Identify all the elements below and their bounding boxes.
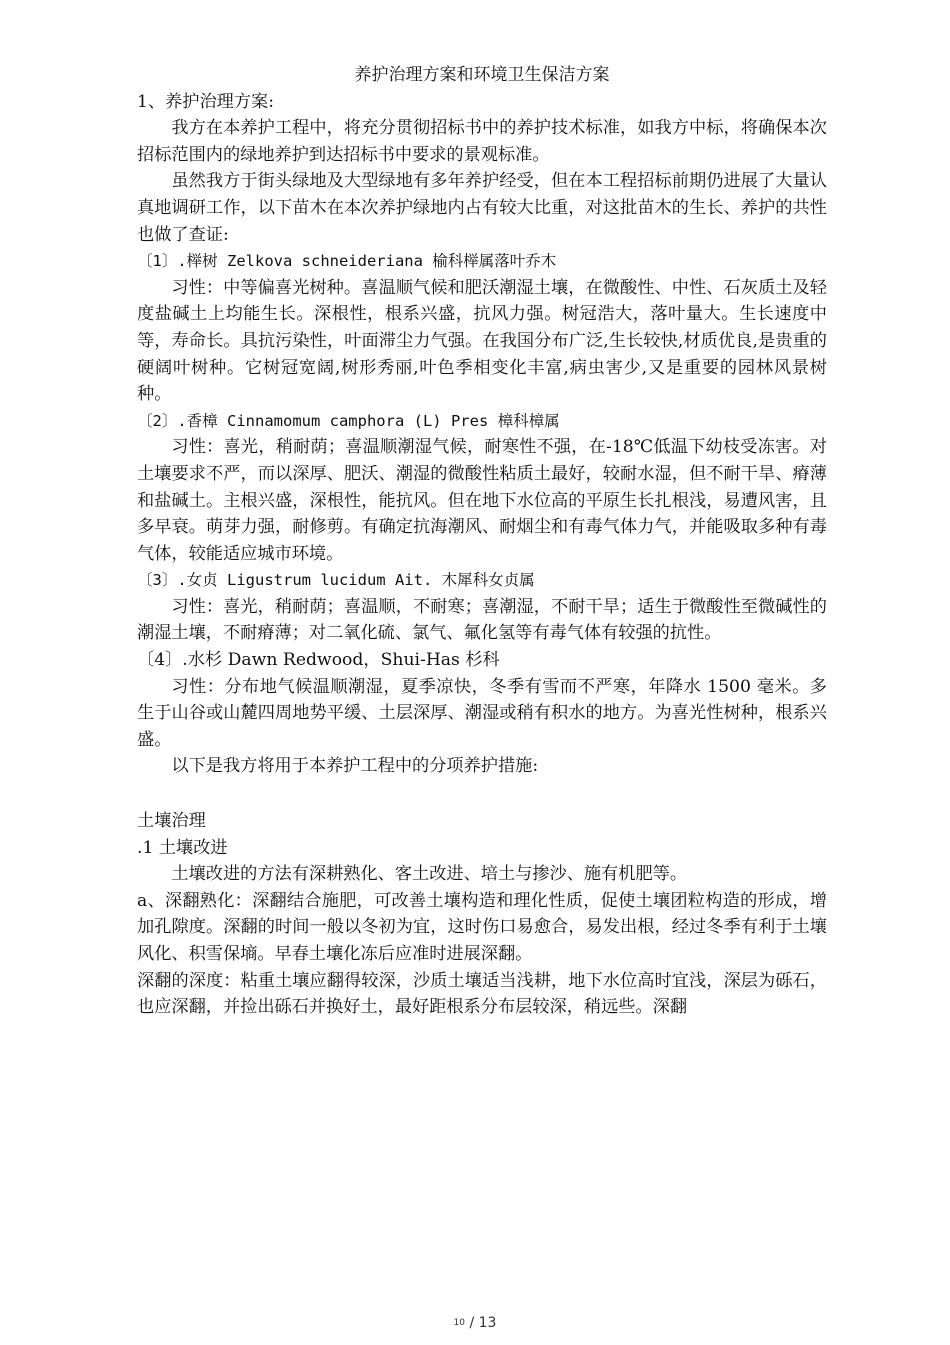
tree-description-privet: 习性：喜光，稍耐荫；喜温顺，不耐寒；喜潮湿，不耐干旱；适生于微酸性至微碱性的潮湿土壤，不耐瘠薄；对二氧化硫、氯气、氟化氢等有毒气体有较强的抗性。 [137, 596, 827, 644]
page-content [137, 62, 827, 1021]
tree-heading-dawn-redwood: 〔4〕.水杉 Dawn Redwood，Shui-Has 杉科 [137, 650, 500, 671]
page-separator: / [465, 1315, 479, 1331]
page-number [0, 1312, 950, 1331]
tree-description-camphor: 习性：喜光，稍耐荫；喜温顺潮湿气候，耐寒性不强，在-18℃低温下幼枝受冻害。对土壤要求不严，而以深厚、肥沃、潮湿的微酸性粘质土最好，较耐水湿，但不耐干旱、瘠薄和盐碱土。主根兴盛，深根性，能抗风。但在地下水位高的平原生长扎根浅，易遭风害，且多早衰。萌芽力强，耐修剪。有确定抗海潮风、耐烟尘和有毒气体力气，并能吸取多种有毒气体，较能适应城市环境。 [137, 437, 827, 564]
page-current: 10 [453, 1318, 465, 1328]
tree-heading-camphor: 〔2〕.香樟 Cinnamomum camphora (L) Pres 樟科樟属 [137, 411, 560, 430]
paragraph: a、深翻熟化：深翻结合施肥，可改善土壤构造和理化性质，促使土壤团粒构造的形成，增加孔隙度。深翻的时间一般以冬初为宜，这时伤口易愈合，易发出根，经过冬季有利于土壤风化、积雪保墒。早春土壤化冻后应准时进展深翻。 [137, 890, 827, 964]
paragraph: 虽然我方于街头绿地及大型绿地有多年养护经受，但在本工程招标前期仍进展了大量认真地调研工作，以下苗木在本次养护绿地内占有较大比重，对这批苗木的生长、养护的共性也做了查证: [137, 171, 827, 245]
section-heading: 土壤治理 [137, 811, 206, 832]
tree-description-zelkova: 习性：中等偏喜光树种。喜温顺气候和肥沃潮湿土壤，在微酸性、中性、石灰质土及轻度盐碱土上均能生长。深根性，根系兴盛，抗风力强。树冠浩大，落叶量大。生长速度中等，寿命长。具抗污染性，叶面滞尘力气强。在我国分布广泛,生长较快,材质优良,是贵重的硬阔叶树种。它树冠宽阔,树形秀丽,叶色季相变化丰富,病虫害少,又是重要的园林风景树种。 [137, 277, 827, 405]
subsection-heading: .1 土壤改进 [137, 837, 228, 858]
document-title: 养护治理方案和环境卫生保洁方案 [354, 65, 610, 85]
paragraph: 深翻的深度：粘重土壤应翻得较深，沙质土壤适当浅耕，地下水位高时宜浅，深层为砾石，也应深翻，并捡出砾石并换好土，最好距根系分布层较深，稍远些。深翻 [137, 970, 827, 1018]
blank-line [137, 780, 827, 808]
tree-description-dawn-redwood: 习性：分布地气候温顺潮湿，夏季凉快，冬季有雪而不严寒，年降水 1500 毫米。多生于山谷或山麓四周地势平缓、土层深厚、潮湿或稍有积水的地方。为喜光性树种，根系兴盛。 [137, 676, 827, 750]
paragraph: 土壤改进的方法有深耕熟化、客土改进、培土与掺沙、施有机肥等。 [171, 864, 688, 885]
paragraph: 我方在本养护工程中，将充分贯彻招标书中的养护技术标准，如我方中标，将确保本次招标范围内的绿地养护到达招标书中要求的景观标准。 [137, 118, 827, 165]
paragraph: 以下是我方将用于本养护工程中的分项养护措施: [171, 756, 539, 777]
section-heading: 1、养护治理方案: [137, 91, 275, 112]
tree-heading-privet: 〔3〕.女贞 Ligustrum lucidum Ait. 木犀科女贞属 [137, 571, 535, 590]
tree-heading-zelkova: 〔1〕.榉树 Zelkova schneideriana 榆科榉属落叶乔木 [137, 252, 557, 271]
page-total: 13 [478, 1315, 497, 1331]
